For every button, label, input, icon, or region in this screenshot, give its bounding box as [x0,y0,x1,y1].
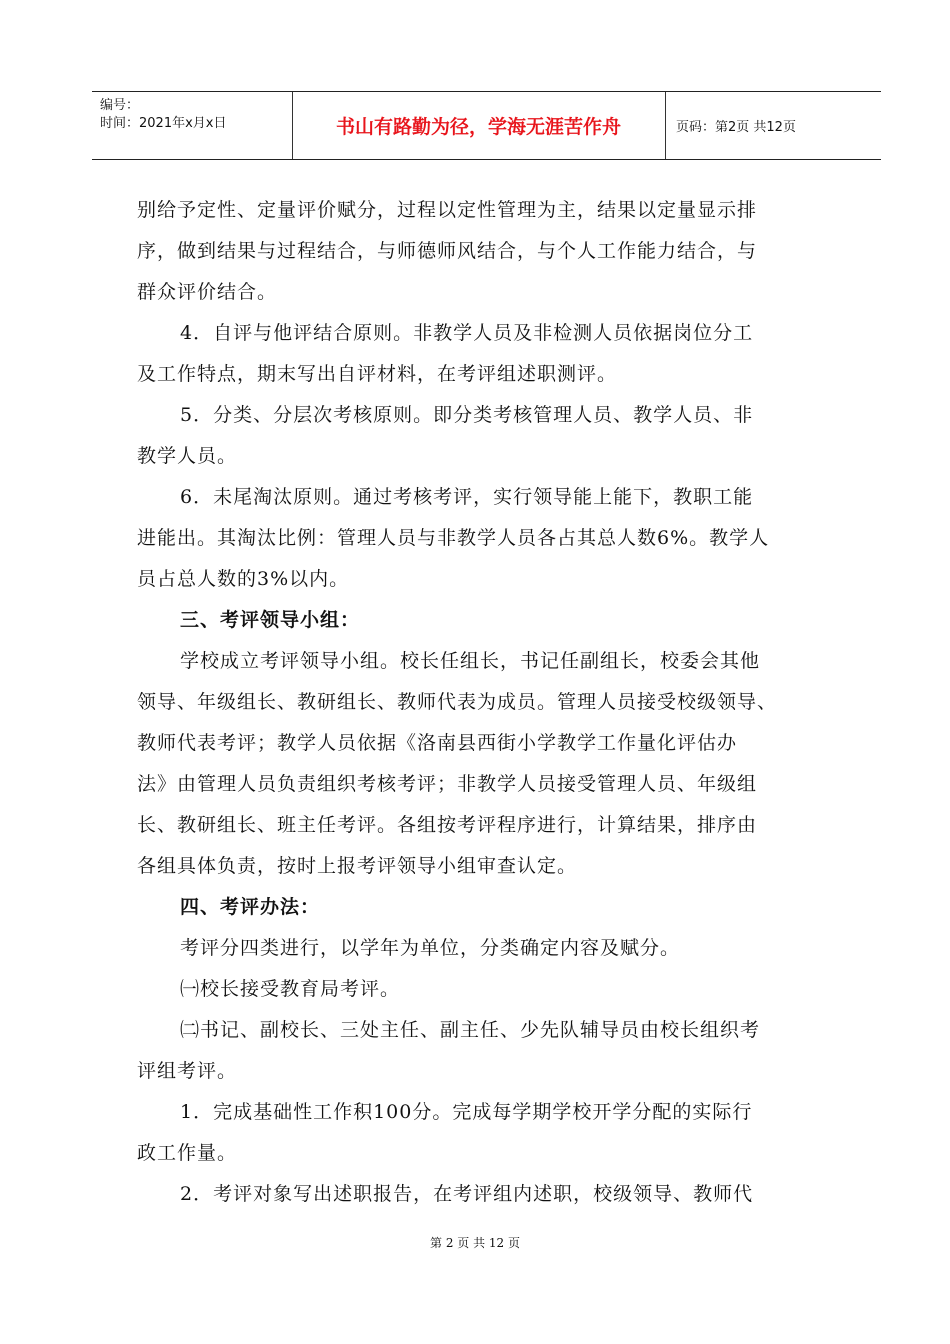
paragraph-leadership-group [137,641,837,887]
text-line: 法》由管理人员负责组织考核考评；非教学人员接受管理人员、年级组 [137,773,758,795]
text-line: 群众评价结合。 [137,281,278,303]
text-line: ㈡书记、副校长、三处主任、副主任、少先队辅导员由校长组织考 [180,1019,761,1041]
text-line: 教学人员。 [137,445,238,467]
text-line: 学校成立考评领导小组。校长任组长，书记任副组长，校委会其他 [180,650,761,672]
text-line: 领导、年级组长、教研组长、教师代表为成员。管理人员接受校级领导、 [137,691,778,713]
text-line: 进能出。其淘汰比例：管理人员与非教学人员各占其总人数6%。教学人 [137,527,770,549]
header-page-info: 页码：第2页 共12页 [676,120,796,135]
text-line: 1．完成基础性工作积100分。完成每学期学校开学分配的实际行 [180,1101,753,1123]
text-line: 序，做到结果与过程结合，与师德师风结合，与个人工作能力结合，与 [137,240,758,262]
section-heading-3 [137,600,837,641]
text-line: 2．考评对象写出述职报告，在考评组内述职，校级领导、教师代 [180,1183,754,1205]
paragraph-subitem-2 [137,1174,837,1215]
text-line: 考评分四类进行，以学年为单位，分类确定内容及赋分。 [180,937,681,959]
text-line: 及工作特点，期末写出自评材料，在考评组述职测评。 [137,363,618,385]
text-line: 各组具体负责，按时上报考评领导小组审查认定。 [137,855,578,877]
text-line: 5．分类、分层次考核原则。即分类考核管理人员、教学人员、非 [180,404,754,426]
text-line: 政工作量。 [137,1142,238,1164]
section-heading-4 [137,887,837,928]
heading-line: 三、考评领导小组： [180,609,361,631]
header-meta [92,92,293,159]
paragraph-item-2 [137,1010,837,1092]
paragraph-subitem-1 [137,1092,837,1174]
text-line: 6．未尾淘汰原则。通过考核考评，实行领导能上能下，教职工能 [180,486,754,508]
paragraph-principle-4 [137,313,837,395]
paragraph-item-1 [137,969,837,1010]
header-motto: 书山有路勤为径，学海无涯苦作舟 [292,92,666,159]
page-header [92,91,881,160]
paragraph-evaluation-principle [137,190,837,313]
document-body [137,190,837,1215]
text-line: 员占总人数的3%以内。 [137,568,350,590]
paragraph-principle-5 [137,395,837,477]
paragraph-methods-intro [137,928,837,969]
text-line: 别给予定性、定量评价赋分，过程以定性管理为主，结果以定量显示排 [137,199,758,221]
text-line: ㈠校长接受教育局考评。 [180,978,401,1000]
text-line: 长、教研组长、班主任考评。各组按考评程序进行，计算结果，排序由 [137,814,758,836]
heading-line: 四、考评办法： [180,896,321,918]
text-line: 教师代表考评；教学人员依据《洛南县西街小学教学工作量化评估办 [137,732,738,754]
page-footer: 第 2 页 共 12 页 [430,1236,520,1250]
text-line: 评组考评。 [137,1060,238,1082]
paragraph-principle-6 [137,477,837,600]
text-line: 4．自评与他评结合原则。非教学人员及非检测人员依据岗位分工 [180,322,754,344]
number-label: 编号： [100,98,140,113]
time-label: 时间：2021年x月x日 [100,116,227,131]
